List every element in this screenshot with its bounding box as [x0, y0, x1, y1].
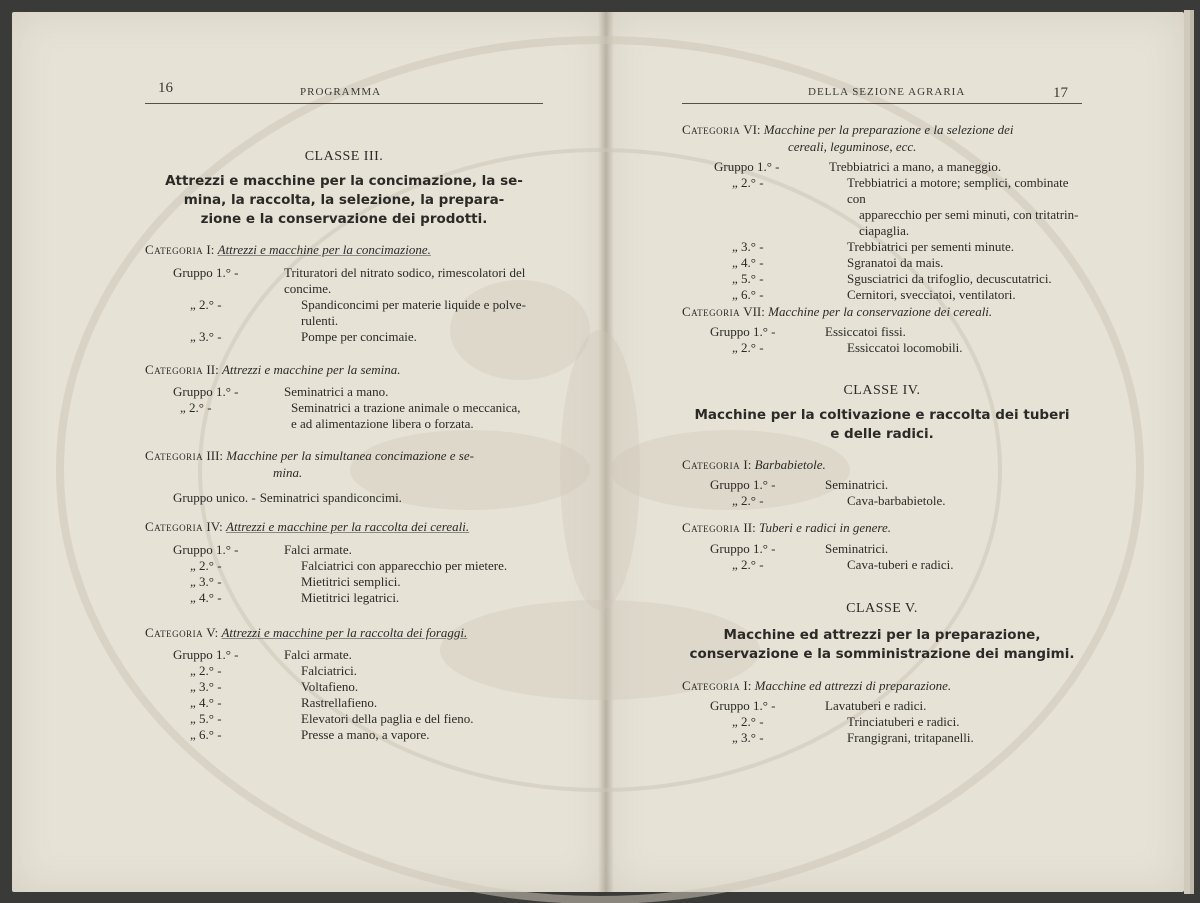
category-heading [682, 121, 1087, 155]
category-heading [145, 241, 545, 258]
group-item [145, 727, 545, 743]
group-label: „ 3.° - [190, 679, 222, 694]
group-desc: Elevatori della paglia e del fieno. [301, 711, 474, 726]
group-desc: Trebbiatrici a mano, a maneggio. [829, 159, 1002, 174]
category-name: Macchine per la simultanea concimazione e se- [226, 448, 474, 463]
category-name: Attrezzi e macchine per la semina. [221, 362, 401, 377]
title-line: mina, la raccolta, la selezione, la prepara- [183, 192, 505, 208]
category-number: II: [206, 362, 219, 377]
group-label: Gruppo 1.° - [173, 265, 239, 280]
group-label: „ 2.° - [190, 663, 222, 678]
group-desc [291, 400, 545, 432]
group-desc [301, 297, 545, 329]
group-desc: Cava-barbabietole. [847, 493, 946, 508]
category-prefix: Categoria [682, 678, 741, 693]
category-heading [682, 303, 1087, 320]
desc-line: ciapaglia. [859, 223, 910, 238]
category-prefix: Categoria [682, 457, 741, 472]
group-list [682, 159, 1087, 303]
group-label: „ 2.° - [180, 400, 212, 415]
group-label: Gruppo 1.° - [714, 159, 780, 174]
title-line: Macchine ed attrezzi per la preparazione, [723, 627, 1041, 643]
group-desc: Mietitrici semplici. [301, 574, 401, 589]
category-number: I: [743, 457, 752, 472]
category-number: I: [743, 678, 752, 693]
group-item [145, 663, 545, 679]
group-desc: Sgranatoi da mais. [847, 255, 944, 270]
group-item [682, 493, 1087, 509]
group-list [145, 265, 545, 345]
group-desc: Seminatrici. [825, 477, 889, 492]
category-prefix: Categoria [682, 304, 741, 319]
group-label: Gruppo 1.° - [173, 384, 239, 399]
category-number: VI: [743, 122, 761, 137]
title-line: conservazione e la somministrazione dei mangimi. [689, 646, 1075, 662]
group-item [145, 647, 545, 663]
group-label: Gruppo 1.° - [173, 647, 239, 662]
group-label: „ 2.° - [732, 340, 764, 355]
group-list [145, 384, 545, 432]
group-item [682, 698, 1087, 714]
group-label: „ 2.° - [732, 175, 764, 190]
group-item [145, 400, 545, 432]
group-desc: Presse a mano, a vapore. [301, 727, 430, 742]
group-item [682, 175, 1087, 239]
desc-line: concime. [284, 281, 332, 296]
category-name: Macchine per la preparazione e la selezione dei [763, 122, 1014, 137]
group-item [682, 159, 1087, 175]
group-desc: Falciatrici. [301, 663, 357, 678]
page-number: 17 [1053, 85, 1068, 101]
classe-heading: CLASSE IV. [843, 383, 921, 398]
group-item [145, 711, 545, 727]
desc-line: Trebbiatrici a motore; semplici, combinate con [847, 175, 1069, 206]
group-desc: Trebbiatrici per sementi minute. [847, 239, 1015, 254]
category-heading [682, 677, 1087, 694]
group-desc: Falci armate. [284, 542, 352, 557]
group-label: „ 2.° - [732, 714, 764, 729]
group-label: Gruppo 1.° - [710, 324, 776, 339]
group-desc: Seminatrici. [825, 541, 889, 556]
group-list [682, 698, 1087, 746]
category-prefix: Categoria [145, 519, 204, 534]
category-number: V: [206, 625, 219, 640]
category-name-cont: cereali, leguminose, ecc. [788, 139, 917, 154]
desc-line: rulenti. [301, 313, 339, 328]
group-item [145, 265, 545, 297]
group-desc [284, 265, 545, 297]
title-line: Macchine per la coltivazione e raccolta dei tuberi [694, 407, 1070, 423]
group-item [682, 541, 1087, 557]
group-desc: Seminatrici spandiconcimi. [259, 490, 402, 505]
classe-title [676, 626, 1088, 664]
group-item [145, 542, 545, 558]
group-label: „ 2.° - [190, 558, 222, 573]
group-label: „ 2.° - [190, 297, 222, 312]
group-item [682, 557, 1087, 573]
group-item [682, 239, 1087, 255]
group-item [145, 297, 545, 329]
group-desc: Lavatuberi e radici. [825, 698, 927, 713]
classe-heading: CLASSE V. [846, 601, 918, 616]
group-desc: Cernitori, svecciatoi, ventilatori. [847, 287, 1016, 302]
category-name: Attrezzi e macchine per la raccolta dei cereali. [226, 519, 470, 534]
group-label: „ 2.° - [732, 557, 764, 572]
category-name: Attrezzi e macchine per la raccolta dei foraggi. [221, 625, 468, 640]
group-item [145, 590, 545, 606]
group-item [682, 714, 1087, 730]
classe-title [682, 406, 1082, 444]
group-list [145, 647, 545, 743]
category-heading [682, 456, 1087, 473]
group-label: Gruppo 1.° - [173, 542, 239, 557]
group-item [145, 384, 545, 400]
group-label: Gruppo 1.° - [710, 541, 776, 556]
group-desc: Seminatrici a mano. [284, 384, 389, 399]
group-desc: Pompe per concimaie. [301, 329, 417, 344]
group-list [682, 477, 1087, 509]
group-item [682, 324, 1087, 340]
category-number: VII: [743, 304, 765, 319]
desc-line: Spandiconcimi per materie liquide e polve- [301, 297, 526, 312]
desc-line: apparecchio per semi minuti, con tritatrin- [859, 207, 1079, 222]
group-item [682, 340, 1087, 356]
title-line: Attrezzi e macchine per la concimazione, la se- [165, 173, 523, 189]
group-list [145, 542, 545, 606]
group-label: „ 4.° - [732, 255, 764, 270]
category-prefix: Categoria [145, 362, 204, 377]
group-list [145, 490, 545, 506]
category-prefix: Categoria [145, 448, 204, 463]
category-prefix: Categoria [145, 242, 204, 257]
group-item [145, 558, 545, 574]
category-prefix: Categoria [682, 520, 741, 535]
category-heading [145, 624, 545, 641]
group-item [682, 477, 1087, 493]
group-item [682, 255, 1087, 271]
group-label: „ 3.° - [190, 574, 222, 589]
group-label: „ 4.° - [190, 590, 222, 605]
category-heading [682, 519, 1087, 536]
group-item [682, 271, 1087, 287]
title-line: e delle radici. [830, 426, 934, 442]
group-item [145, 679, 545, 695]
group-label: Gruppo 1.° - [710, 477, 776, 492]
group-label: „ 5.° - [732, 271, 764, 286]
title-line: zione e la conservazione dei prodotti. [200, 211, 488, 227]
group-label: „ 6.° - [732, 287, 764, 302]
group-desc: Cava-tuberi e radici. [847, 557, 954, 572]
category-prefix: Categoria [682, 122, 741, 137]
group-desc: Falciatrici con apparecchio per mietere. [301, 558, 508, 573]
running-header: DELLA SEZIONE AGRARIA [808, 86, 966, 98]
group-label: Gruppo unico. - [173, 490, 256, 505]
classe-title [145, 172, 543, 229]
group-label: „ 6.° - [190, 727, 222, 742]
group-desc: Voltafieno. [301, 679, 359, 694]
group-label: „ 3.° - [190, 329, 222, 344]
category-name: Macchine ed attrezzi di preparazione. [754, 678, 952, 693]
group-item [145, 695, 545, 711]
group-list [682, 541, 1087, 573]
category-number: II: [743, 520, 756, 535]
category-heading [145, 361, 545, 378]
category-heading [145, 447, 545, 481]
group-item [145, 574, 545, 590]
group-item [682, 287, 1087, 303]
group-desc [847, 175, 1087, 239]
group-label: „ 2.° - [732, 493, 764, 508]
group-label: „ 4.° - [190, 695, 222, 710]
group-label: „ 3.° - [732, 239, 764, 254]
group-label: „ 5.° - [190, 711, 222, 726]
header-rule [145, 103, 543, 104]
page-edge [1190, 10, 1194, 894]
group-desc: Rastrellafieno. [301, 695, 378, 710]
group-list [682, 324, 1087, 356]
desc-line: Seminatrici a trazione animale o meccanica, [291, 400, 521, 415]
category-prefix: Categoria [145, 625, 204, 640]
classe-heading: CLASSE III. [304, 149, 384, 164]
category-heading [145, 518, 545, 535]
category-number: I: [206, 242, 215, 257]
group-desc: Mietitrici legatrici. [301, 590, 400, 605]
category-name-cont: mina. [273, 465, 303, 480]
group-desc: Trinciatuberi e radici. [847, 714, 960, 729]
page-number: 16 [158, 80, 173, 96]
category-name: Barbabietole. [754, 457, 826, 472]
header-rule [682, 103, 1082, 104]
category-number: III: [206, 448, 224, 463]
group-item [682, 730, 1087, 746]
group-desc: Sgusciatrici da trifoglio, decuscutatrici. [847, 271, 1052, 286]
category-name: Tuberi e radici in genere. [758, 520, 891, 535]
group-label: „ 3.° - [732, 730, 764, 745]
category-name: Attrezzi e macchine per la concimazione. [217, 242, 431, 257]
desc-line: Trituratori del nitrato sodico, rimescolatori del [284, 265, 526, 280]
running-header: PROGRAMMA [300, 86, 382, 98]
category-number: IV: [206, 519, 223, 534]
group-item [145, 329, 545, 345]
group-desc: Essiccatoi locomobili. [847, 340, 963, 355]
gutter [598, 12, 614, 892]
group-desc: Falci armate. [284, 647, 352, 662]
category-name: Macchine per la conservazione dei cereali. [768, 304, 993, 319]
group-label: Gruppo 1.° - [710, 698, 776, 713]
desc-line: e ad alimentazione libera o forzata. [291, 416, 474, 431]
group-item [145, 490, 545, 506]
group-desc: Essiccatoi fissi. [825, 324, 906, 339]
group-desc: Frangigrani, tritapanelli. [847, 730, 974, 745]
